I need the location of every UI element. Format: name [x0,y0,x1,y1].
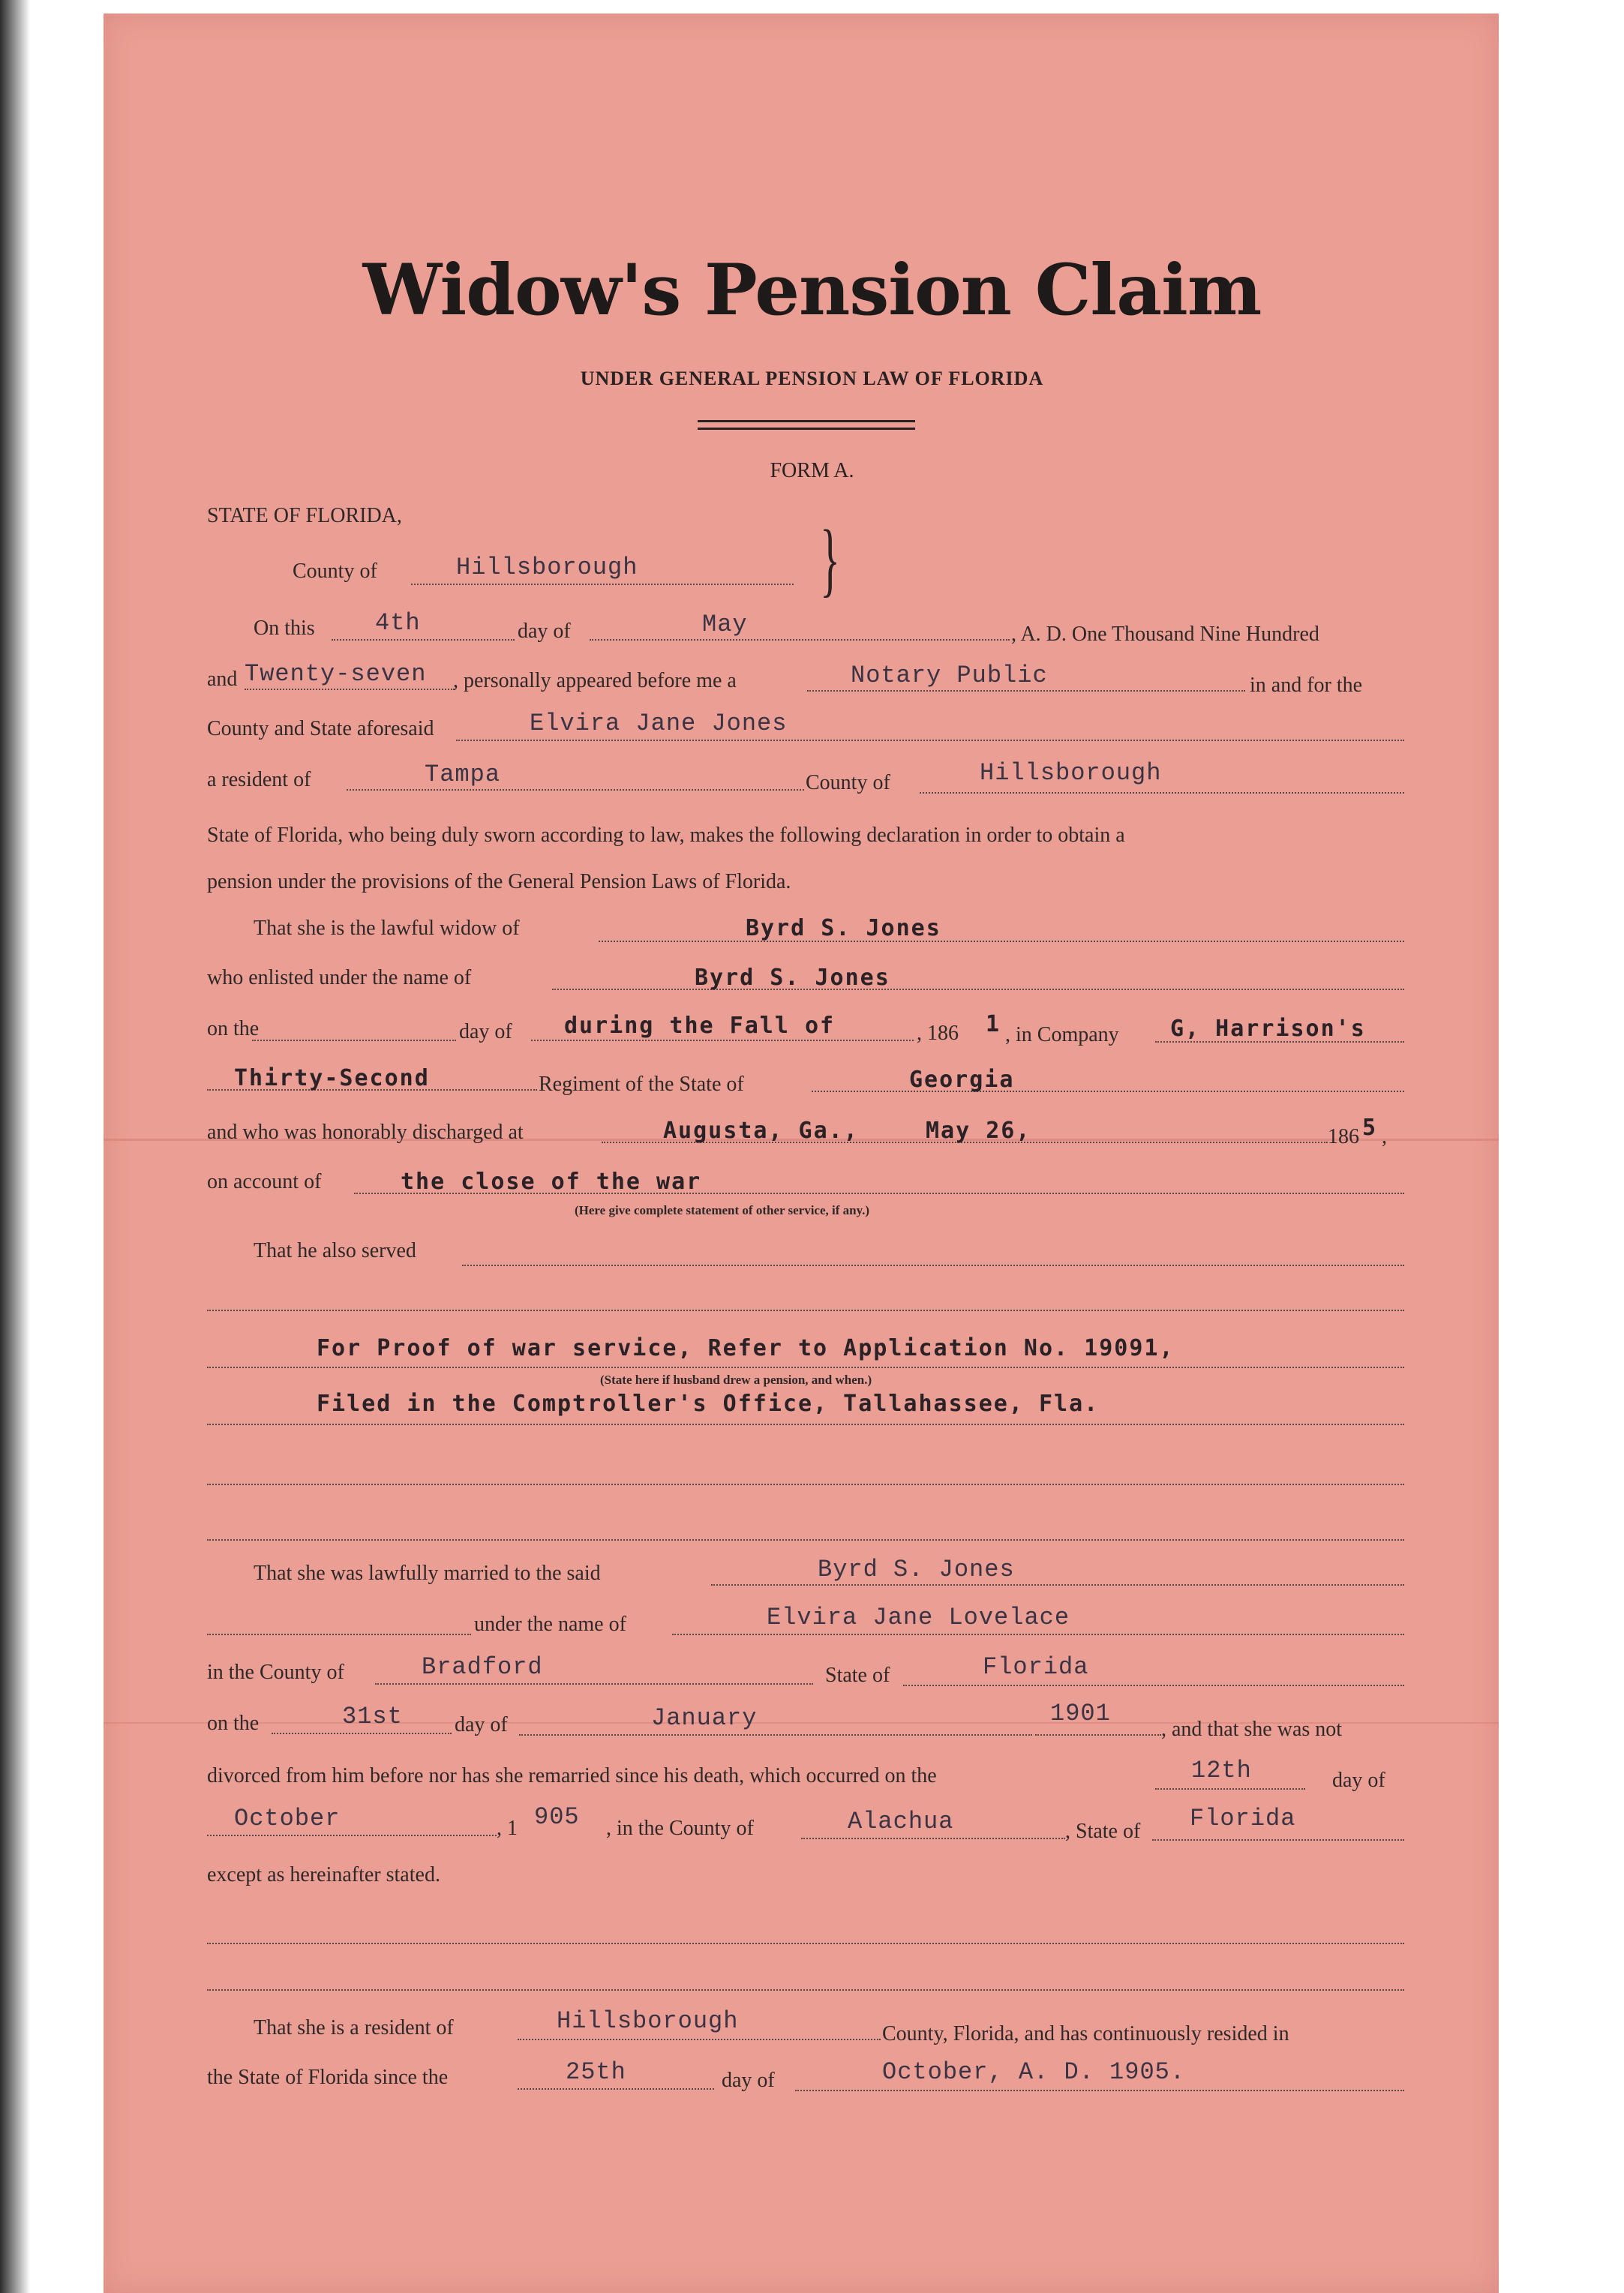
enlist-date-value: during the Fall of [564,1013,836,1039]
husband-value: Byrd S. Jones [818,1556,1015,1583]
county-value: Hillsborough [980,759,1162,787]
in-county-of-text: , in the County of [606,1817,754,1840]
county-of-label: County of [806,771,890,794]
city-value: Tampa [425,761,501,788]
page-subtitle: UNDER GENERAL PENSION LAW OF FLORIDA [580,368,1044,389]
state-label: STATE OF FLORIDA, [207,504,402,527]
claimant-name: Elvira Jane Jones [530,710,788,737]
in-county-label: in the County of [207,1661,344,1684]
death-county-value: Alachua [848,1808,954,1835]
venue-county-value: Hillsborough [456,554,638,581]
except-text: except as hereinafter stated. [207,1863,440,1886]
marriage-day-value: 31st [342,1703,403,1730]
other-service-note: (Here give complete statement of other service, if any.) [575,1203,870,1217]
in-and-for-text: in and for the [1250,674,1363,697]
county-label: County of [293,560,377,583]
enlisted-name: Byrd S. Jones [695,965,890,991]
residence-county-value: Hillsborough [557,2007,739,2035]
discharge-comma: , [1382,1125,1387,1148]
death-state-value: Florida [1190,1805,1296,1832]
year-prefix: , 186 [917,1022,959,1045]
county-state-aforesaid-label: County and State aforesaid [207,717,434,740]
company-value: G, Harrison's [1170,1016,1366,1042]
pension-note: (State here if husband drew a pension, and when.) [600,1373,872,1387]
year-words: Twenty-seven [245,660,427,688]
on-the-label: on the [207,1017,260,1040]
state-of-label: State of [825,1664,890,1687]
residence-day-value: 25th [566,2058,626,2086]
ad-text: , A. D. One Thousand Nine Hundred [1011,623,1319,646]
residence-date-value: October, A. D. 1905. [882,2058,1186,2086]
and-label: and [207,668,238,691]
day-of-label: day of [722,2069,775,2092]
widow-of-label: That she is the lawful widow of [254,917,520,940]
death-month-value: October [234,1805,341,1832]
day-of-label: day of [518,620,571,643]
death-year-value: 905 [534,1803,580,1831]
regiment-label: Regiment of the State of [539,1073,744,1096]
under-name-label: under the name of [474,1613,626,1636]
officer-value: Notary Public [851,662,1048,689]
also-served-label: That he also served [254,1239,416,1262]
maiden-name-value: Elvira Jane Lovelace [767,1604,1070,1631]
state-of-label: , State of [1065,1820,1141,1843]
discharged-label: and who was honorably discharged at [207,1121,524,1144]
discharge-place: Augusta, Ga., [663,1118,859,1144]
state-value: Georgia [909,1067,1015,1093]
day-of-label: day of [459,1020,512,1043]
on-this-label: On this [254,617,315,640]
in-company-label: , in Company [1005,1023,1119,1046]
discharge-year-digit: 5 [1362,1115,1378,1141]
marriage-county-value: Bradford [422,1653,543,1681]
day-of-label: day of [455,1713,508,1736]
form-paper [104,14,1499,2293]
divorced-line: divorced from him before nor has she remarried since his death, which occurred on the [207,1764,937,1787]
scan-edge-shadow [0,0,30,2293]
resident-label: That she is a resident of [254,2016,454,2039]
declaration-line: pension under the provisions of the General Pension Laws of Florida. [207,870,791,893]
resident-of-label: a resident of [207,768,311,791]
discharge-reason: the close of the war [401,1169,702,1195]
widow-of-value: Byrd S. Jones [746,915,941,941]
marriage-year-value: 1901 [1050,1700,1111,1727]
appeared-text: , personally appeared before me a [453,669,737,692]
not-divorced-text: , and that she was not [1161,1718,1343,1741]
double-rule [698,420,915,422]
day-of-label: day of [1332,1769,1385,1792]
month-value: May [702,611,748,638]
proof-line: Filed in the Comptroller's Office, Tallahassee, Fla. [317,1391,1100,1417]
on-the-label: on the [207,1712,260,1735]
discharge-year-prefix: 186 [1328,1125,1359,1148]
county-florida-text: County, Florida, and has continuously resided in [882,2022,1289,2045]
declaration-line: State of Florida, who being duly sworn according to law, makes the following declaration in order to obtain a [207,824,1125,847]
page-title: Widow's Pension Claim [362,249,1262,332]
brace-mark: } [820,513,840,605]
regiment-value: Thirty-Second [234,1065,430,1091]
marriage-month-value: January [651,1704,758,1732]
day-value: 4th [375,609,421,637]
since-label: the State of Florida since the [207,2066,449,2089]
double-rule [698,428,915,430]
on-account-label: on account of [207,1170,322,1193]
enlist-year-digit: 1 [986,1011,1001,1037]
discharge-date: May 26, [926,1118,1031,1144]
married-label: That she was lawfully married to the said [254,1562,601,1585]
proof-line: For Proof of war service, Refer to Application No. 19091, [317,1335,1175,1361]
enlisted-label: who enlisted under the name of [207,966,472,989]
form-label: FORM A. [770,459,854,482]
death-year-prefix: , 1 [497,1817,518,1840]
death-day-value: 12th [1191,1757,1252,1784]
marriage-state-value: Florida [983,1653,1089,1681]
